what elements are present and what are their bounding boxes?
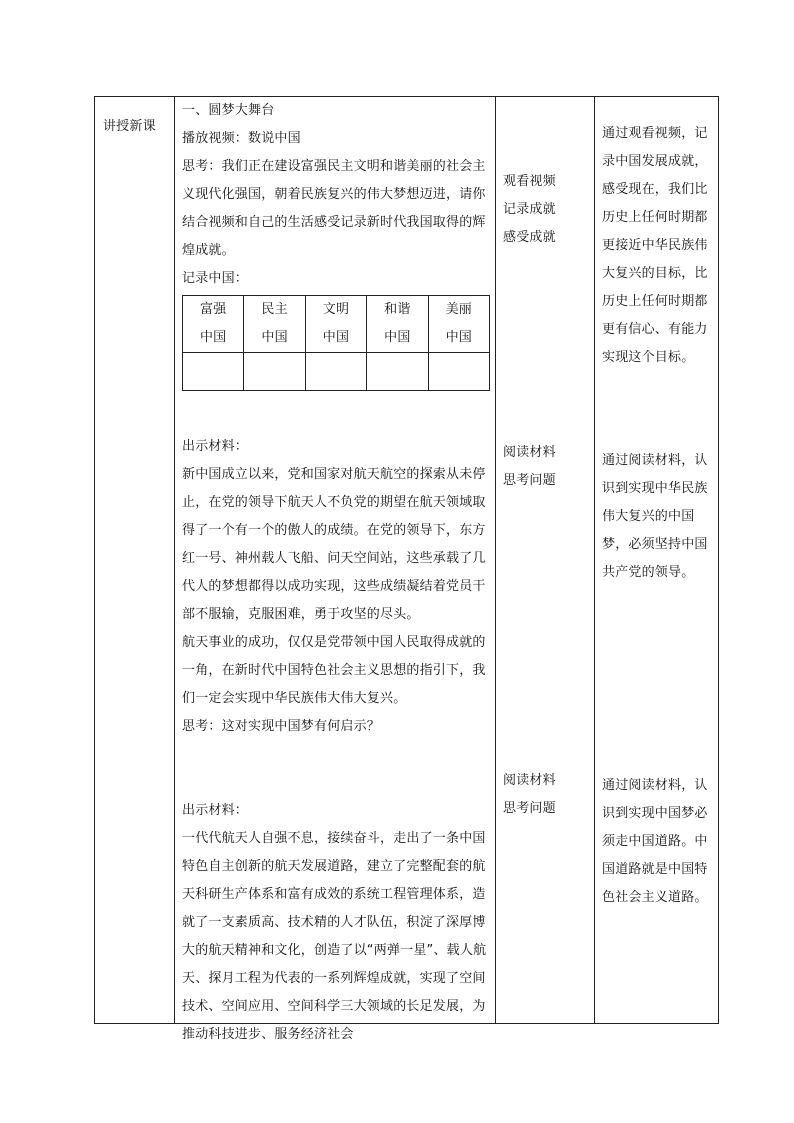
- activity-group: [496, 439, 594, 495]
- record-header-cell: 富强 中国: [183, 296, 244, 353]
- activity-item: 思考问题: [503, 473, 556, 488]
- activity-item: 阅读材料: [503, 445, 556, 460]
- part-title: 一、圆梦大舞台: [182, 103, 275, 118]
- activity-group: [496, 168, 594, 252]
- video-line: 播放视频：数说中国: [182, 131, 301, 146]
- record-header-cell: 民主 中国: [244, 296, 305, 353]
- activity-group: [496, 767, 594, 823]
- teaching-content: [175, 97, 495, 1049]
- record-title: 记录中国：: [182, 271, 249, 286]
- record-header-row: [183, 296, 490, 353]
- material-2-title: 出示材料：: [182, 803, 249, 818]
- design-intent: 通过阅读材料，认识到实现中华民族伟大复兴的中国梦，必须坚持中国共产党的领导。: [602, 453, 708, 580]
- material-1-title: 出示材料：: [182, 439, 249, 454]
- record-blank-row: [183, 353, 490, 391]
- section-label-cell: [95, 97, 175, 1024]
- record-header-cell: 和谐 中国: [367, 296, 428, 353]
- record-header-cell: 美丽 中国: [428, 296, 489, 353]
- record-blank-cell[interactable]: [367, 353, 428, 391]
- material-1-paragraph-2: 航天事业的成功，仅仅是党带领中国人民取得成就的一角，在新时代中国特色社会主义思想的指引下，我们一定会实现中华民族伟大伟大复兴。: [182, 635, 486, 706]
- student-activity-cell: [496, 97, 595, 1024]
- record-china-table: [182, 295, 490, 391]
- content-cell: [175, 97, 496, 1042]
- activity-item: 思考问题: [503, 801, 556, 816]
- record-blank-cell[interactable]: [183, 353, 244, 391]
- record-blank-cell[interactable]: [428, 353, 489, 391]
- design-intent: 通过观看视频，记录中国发展成就，感受现在，我们比历史上任何时期都更接近中华民族伟大复兴的目标，比历史上任何时期都更有信心、有能力实现这个目标。: [602, 126, 708, 365]
- record-blank-cell[interactable]: [244, 353, 305, 391]
- activity-item: 观看视频: [503, 174, 556, 189]
- record-header-cell: 文明 中国: [305, 296, 366, 353]
- activity-item: 感受成就: [503, 230, 556, 245]
- activity-item: 阅读材料: [503, 773, 556, 788]
- activity-item: 记录成就: [503, 202, 556, 217]
- design-intent-cell: [595, 97, 719, 1024]
- think-question-1: 思考：我们正在建设富强民主文明和谐美丽的社会主义现代化强国，朝着民族复兴的伟大梦想迈进，请你结合视频和自己的生活感受记录新时代我国取得的辉煌成就。: [182, 159, 486, 258]
- record-blank-cell[interactable]: [305, 353, 366, 391]
- material-1-paragraph: 新中国成立以来，党和国家对航天航空的探索从未停止，在党的领导下航天人不负党的期望在航天领域取得了一个有一个的傲人的成绩。在党的领导下，东方红一号、神州载人飞船、问天空间站，这些承载了几代人的梦想都得以成功实现，这些成绩凝结着党员干部不服输，克服困难，勇于攻坚的尽头。: [182, 467, 486, 622]
- think-question-2: 思考：这对实现中国梦有何启示？: [182, 719, 381, 734]
- material-2-paragraph: 一代代航天人自强不息，接续奋斗，走出了一条中国特色自主创新的航天发展道路，建立了完整配套的航天科研生产体系和富有成效的系统工程管理体系，造就了一支素质高、技术精的人才队伍，积淀了深厚博大的航天精神和文化，创造了以“两弹一星”、载人航天、探月工程为代表的一系列辉煌成就，实现了空间技术、空间应用、空间科学三大领域的长足发展，为推动科技进步、服务经济社会: [182, 831, 487, 1042]
- design-intent: 通过阅读材料，认识到实现中国梦必须走中国道路。中国道路就是中国特色社会主义道路。: [602, 778, 708, 905]
- table-row: [95, 97, 719, 1024]
- section-label: 讲授新课: [103, 119, 156, 134]
- lesson-plan-table: [94, 96, 719, 1042]
